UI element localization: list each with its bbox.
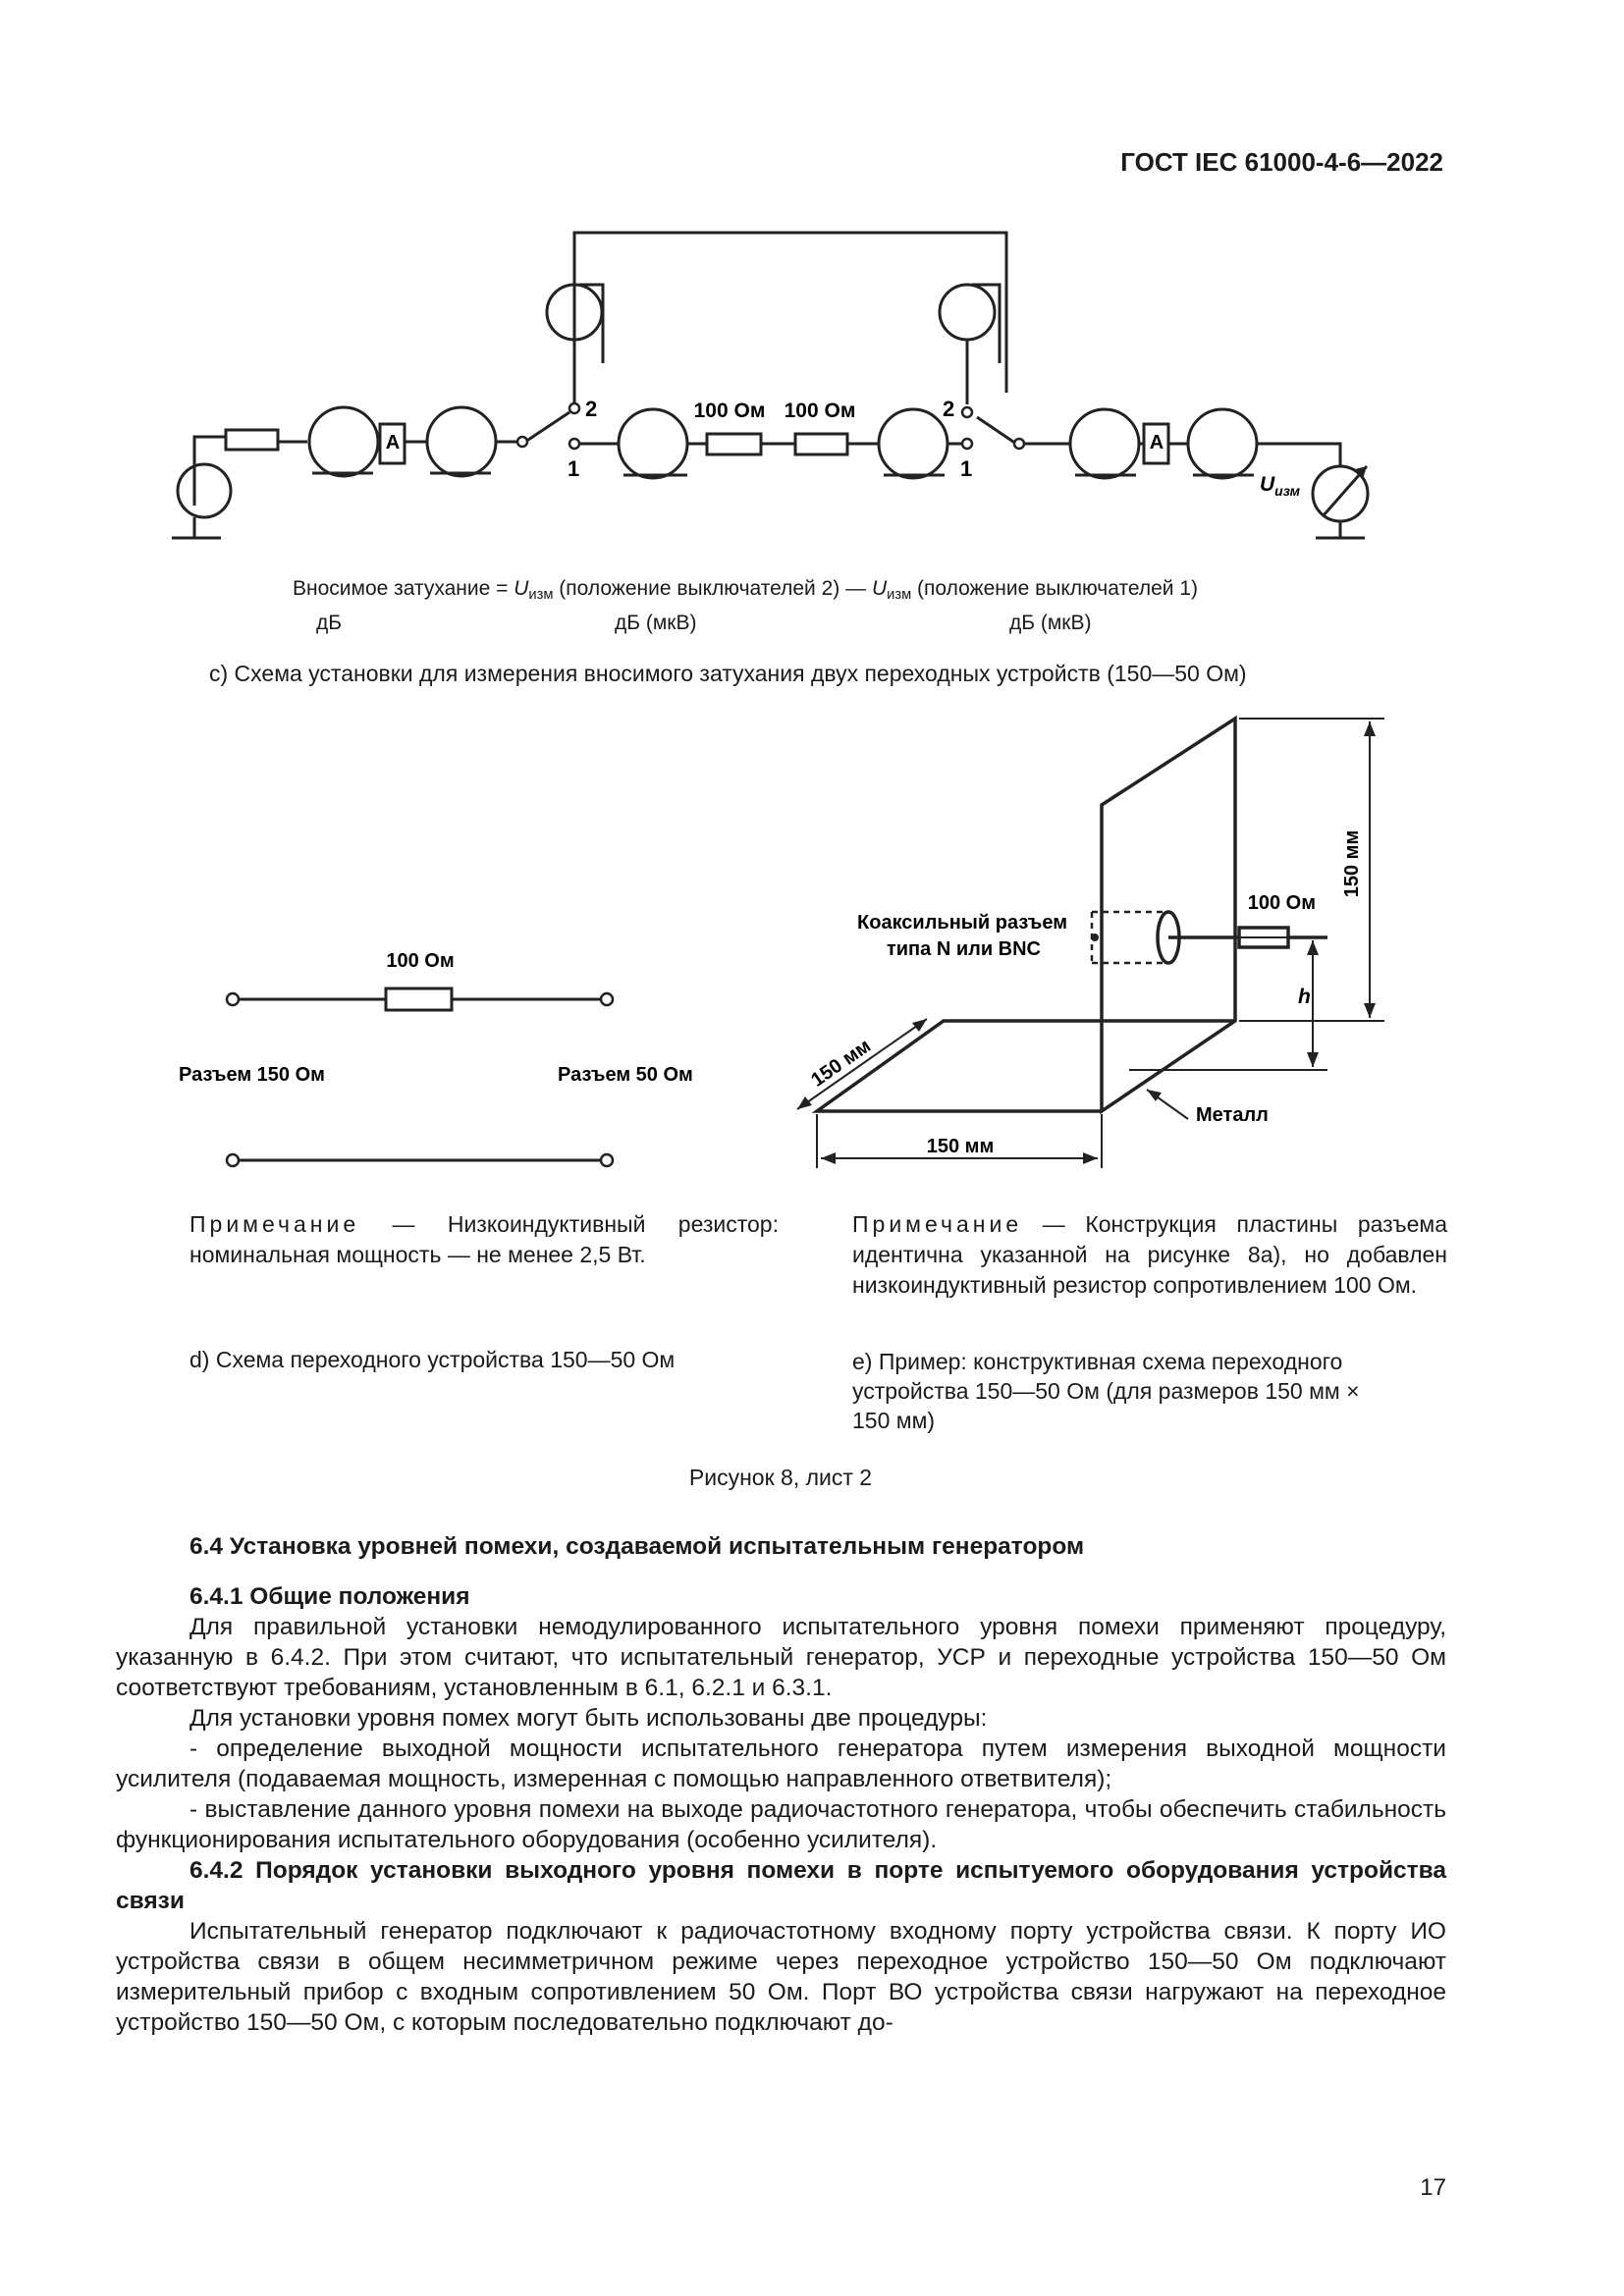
switch-right-pos2: 2 (943, 397, 955, 421)
paragraph-5: Испытательный генератор подключают к радиочастотному входному порту устройства связи. К порту ИО устройства связи в общем несимметричном режиме через переходное устройство 150—50 Ом подключают измерительный прибор с входным сопротивлением 50 Ом. Порт ВО устройства связи нагружают на переходное устройство 150—50 Ом, с которым последовательно подключают до- (116, 1918, 1446, 2036)
port-150-label: Разъем 150 Ом (179, 1064, 325, 1086)
attenuator-right-label: A (1149, 432, 1164, 454)
coil-upper-right (940, 285, 995, 340)
coil-right-1 (1070, 409, 1139, 478)
formula-unit-dbuv-1: дБ (мкВ) (615, 612, 697, 634)
document-code: ГОСТ IEC 61000-4-6—2022 (1120, 147, 1443, 177)
coil-right-2 (1188, 409, 1257, 478)
heading-6-4-1: 6.4.1 Общие положения (189, 1583, 470, 1610)
figure-d-caption: d) Схема переходного устройства 150—50 Ом (189, 1347, 676, 1372)
metal-label: Металл (1196, 1104, 1269, 1126)
heading-6-4-2: 6.4.2 Порядок установки выходного уровня помехи в порте испытуемого оборудования устройства связи (116, 1857, 1446, 1914)
resistor-mid-1-label: 100 Ом (693, 400, 766, 422)
connector-label-2: типа N или BNC (886, 938, 1041, 960)
switch-left-blade (525, 412, 569, 442)
vertical-plate (1102, 719, 1235, 1111)
heading-6-4: 6.4 Установка уровней помехи, создаваемой испытательным генератором (189, 1533, 1085, 1560)
figure-title: Рисунок 8, лист 2 (688, 1465, 873, 1490)
switch-right-blade (977, 417, 1016, 444)
port-50-label: Разъем 50 Ом (558, 1064, 693, 1086)
resistor-mid-1 (707, 434, 761, 454)
resistor-left (226, 430, 278, 450)
switch-right-pos1: 1 (960, 456, 973, 481)
dim-h-label: h (1298, 986, 1311, 1008)
paragraph-2: Для установки уровня помех могут быть использованы две процедуры: (189, 1705, 988, 1732)
figure-d-note: Примечание — Низкоиндуктивный резистор: номинальная мощность — не менее 2,5 Вт. (189, 1211, 779, 1267)
coil-mid-1 (619, 409, 687, 478)
figure-d-diagram (179, 923, 746, 1178)
resistor-e-label: 100 Ом (1247, 892, 1316, 914)
dim-width-label: 150 мм (926, 1136, 995, 1157)
switch-left-pos1: 1 (568, 456, 580, 481)
bridge-wire (574, 233, 1006, 393)
resistor-100-ohm (386, 988, 452, 1010)
resistor-100-ohm-label: 100 Ом (386, 950, 455, 972)
figure-e-caption: e) Пример: конструктивная схема переходного устройства 150—50 Ом (для размеров 150 мм × 150 мм) (852, 1349, 1360, 1433)
dim-height-label: 150 мм (1341, 829, 1363, 898)
dim-depth-label: 150 мм (807, 1035, 875, 1092)
formula-unit-db: дБ (316, 612, 343, 634)
formula-unit-dbuv-2: дБ (мкВ) (1009, 612, 1092, 634)
generator-symbol (178, 464, 231, 517)
paragraph-3: - определение выходной мощности испытательного генератора путем измерения выходной мощности усилителя (подаваемая мощность, измеренная с помощью направленного ответвителя); (116, 1735, 1446, 1792)
coil-left-2 (427, 407, 496, 476)
figure-e-note: Примечание — Конструкция пластины разъема идентична указанной на рисунке 8а), но добавлен низкоиндуктивный резистор сопротивлением 100 Ом. (852, 1211, 1447, 1298)
coil-mid-2 (879, 409, 947, 478)
resistor-mid-2-label: 100 Ом (784, 400, 856, 422)
figure-e-diagram (766, 687, 1404, 1198)
insertion-loss-formula: Вносимое затухание = $U_{изм}$ (положение выключателей 2) — $U_{изм}$ (положение выключателей 1) (293, 577, 1198, 603)
coil-left-1 (309, 407, 378, 476)
figure-c-diagram (0, 216, 1624, 569)
page-number: 17 (1420, 2174, 1446, 2201)
paragraph-4: - выставление данного уровня помехи на выходе радиочастотного генератора, чтобы обеспечить стабильность функционирования испытательного оборудования (особенно усилителя). (116, 1796, 1446, 1853)
resistor-mid-2 (795, 434, 847, 454)
attenuator-left-label: A (385, 432, 401, 454)
meter-voltage-label: $U_{изм}$ (1260, 473, 1301, 499)
figure-c-caption: c) Схема установки для измерения вносимого затухания двух переходных устройств (150—50 Ом) (209, 661, 1247, 686)
connector-label-1: Коаксильный разъем (857, 912, 1067, 934)
section-6-4 (116, 1531, 1446, 2038)
base-plate (817, 1021, 1235, 1111)
paragraph-1: Для правильной установки немодулированного испытательного уровня помехи применяют процедуру, указанную в 6.4.2. При этом считают, что испытательный генератор, УСР и переходные устройства 150—50 Ом соответствуют требованиям, установленным в 6.1, 6.2.1 и 6.3.1. (116, 1614, 1446, 1701)
switch-left-pos2: 2 (585, 397, 598, 421)
